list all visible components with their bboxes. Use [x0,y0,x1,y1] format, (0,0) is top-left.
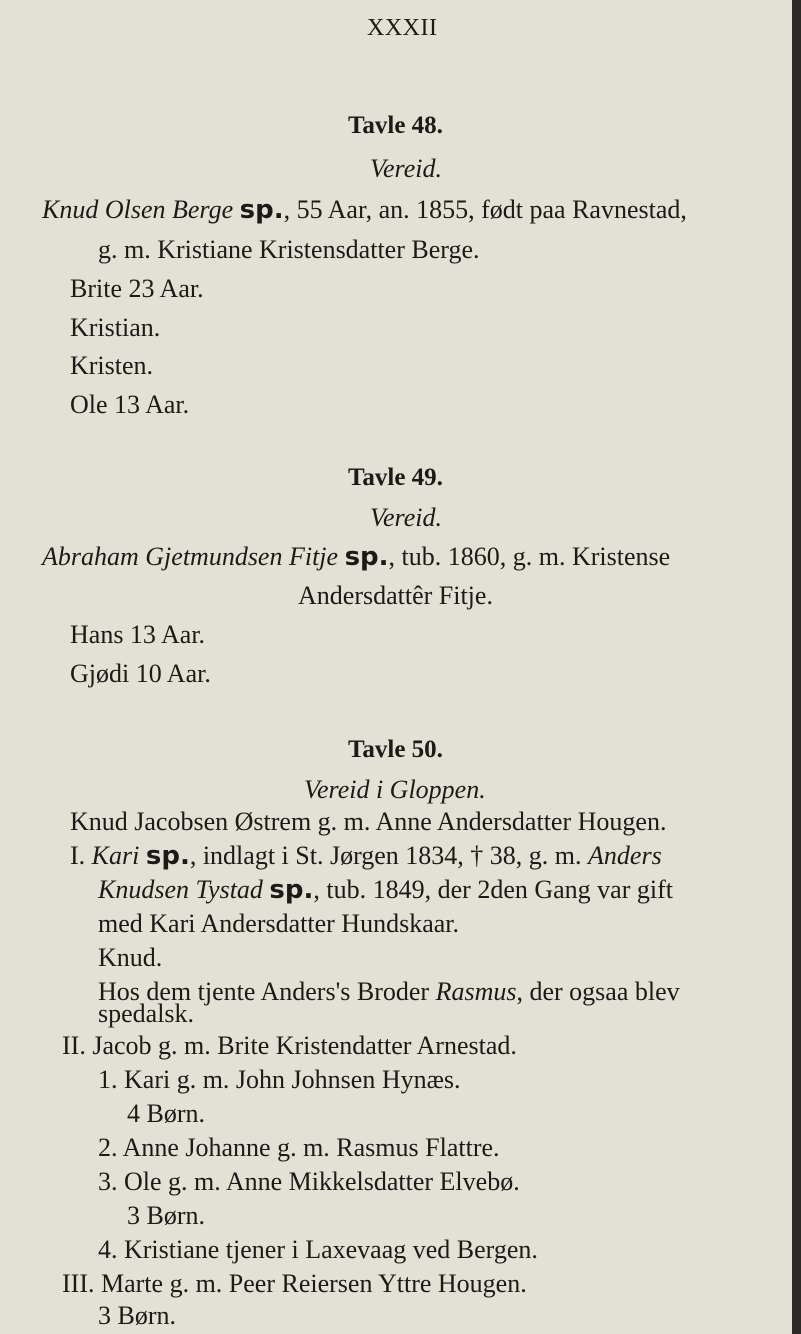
table-49-child: Hans 13 Aar. [70,620,206,649]
page-edge [792,0,801,1334]
entry-ii-item: 2. Anne Johanne g. m. Rasmus Flattre. [98,1133,500,1162]
table-48-sp: sp. [239,195,284,225]
entry-i-brother: Rasmus [435,977,517,1006]
table-48-child: Brite 23 Aar. [70,274,204,303]
table-49-line1 [42,541,670,573]
table-48-line1 [42,194,687,226]
table-48-child: Ole 13 Aar. [70,390,190,419]
entry-i-sp: sp. [145,841,190,871]
table-50-place: Vereid i Gloppen. [304,775,486,804]
entry-ii-text: Jacob g. m. Brite Kristendatter Arnestad. [92,1031,517,1060]
table-49-line2: Andersdattêr Fitje. [298,581,493,610]
page-number: XXXII [367,15,438,41]
table-48-title: Tavle 48. [348,112,443,139]
entry-i-line4: Knud. [98,943,163,972]
table-48-child: Kristian. [70,313,161,342]
table-48-name: Knud Olsen Berge [42,195,234,224]
table-49-place: Vereid. [370,503,442,532]
entry-iii-sub: 3 Børn. [98,1301,176,1330]
entry-ii-item: 3. Ole g. m. Anne Mikkelsdatter Elvebø. [98,1167,520,1196]
table-50-title: Tavle 50. [348,736,443,763]
table-50-intro: Knud Jacobsen Østrem g. m. Anne Andersdatter Hougen. [70,807,667,836]
entry-i-line3: med Kari Andersdatter Hundskaar. [98,909,460,938]
entry-i-line5a: Hos dem tjente Anders's Broder [98,977,430,1006]
entry-ii-line [62,1030,517,1062]
entry-i-rest2: , tub. 1849, der 2den Gang var gift [313,875,673,904]
table-49-sp: sp. [344,542,389,572]
entry-ii-item: 1. Kari g. m. John Johnsen Hynæs. [98,1065,461,1094]
table-48-child: Kristen. [70,351,154,380]
entry-iii-text: Marte g. m. Peer Reiersen Yttre Hougen. [100,1269,527,1298]
entry-ii-numeral: II. [62,1031,86,1060]
entry-i-line6: spedalsk. [98,999,195,1028]
entry-i-rest: , indlagt i St. Jørgen 1834, † 38, g. m. [189,841,582,870]
entry-iii-numeral: III. [62,1269,95,1298]
entry-ii-item: 4. Kristiane tjener i Laxevaag ved Bergen. [98,1235,538,1264]
entry-ii-item: 3 Børn. [127,1201,205,1230]
entry-i-name: Kari [91,841,140,870]
table-49-name: Abraham Gjetmundsen Fitje [42,542,339,571]
table-48-place: Vereid. [370,154,442,183]
entry-i-sp2: sp. [269,875,314,905]
table-49-child: Gjødi 10 Aar. [70,659,211,688]
entry-i-numeral: I. [70,841,86,870]
entry-iii-line [62,1268,527,1300]
entry-i-line5c: , der ogsaa blev [516,977,680,1006]
entry-i-spouse: Anders [588,841,662,870]
entry-i-spouse-surname: Knudsen Tystad [98,875,263,904]
entry-ii-item: 4 Børn. [127,1099,205,1128]
table-49-rest: , tub. 1860, g. m. Kristense [388,542,671,571]
entry-i-line1 [70,840,662,872]
entry-i-line2 [98,874,673,906]
table-49-title: Tavle 49. [348,464,443,491]
table-48-line2: g. m. Kristiane Kristensdatter Berge. [98,235,480,264]
table-48-rest: , 55 Aar, an. 1855, født paa Ravnestad, [283,195,687,224]
